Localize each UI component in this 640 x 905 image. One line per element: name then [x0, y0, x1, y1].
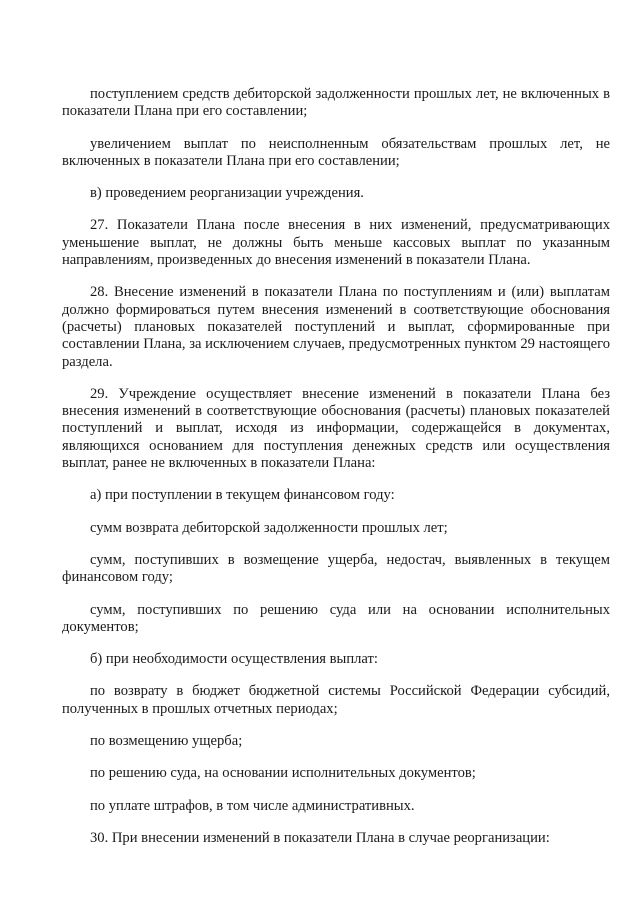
paragraph-court-decision-receipts: сумм, поступивших по решению суда или на основании исполнительных документов;: [62, 601, 610, 635]
paragraph-receipt-receivables: поступлением средств дебиторской задолженности прошлых лет, не включенных в показатели Плана при его составлении;: [62, 86, 610, 120]
document-page: [62, 86, 610, 862]
paragraph-item-30: 30. При внесении изменений в показатели Плана в случае реорганизации:: [90, 829, 550, 846]
paragraph-damage-compensation: сумм, поступивших в возмещение ущерба, недостач, выявленных в текущем финансовом году;: [62, 551, 610, 586]
paragraph-item-28: 28. Внесение изменений в показатели Плана по поступлениям и (или) выплатам должно формироваться путем внесения изменений в соответствующие обоснования (расчеты) плановых показателей поступлений и выплат, сформированные при составлении Плана, за исключением случаев, предусмотренных пунктом 29 настоящего раздела.: [62, 284, 610, 370]
paragraph-payments-needed: б) при необходимости осуществления выплат:: [90, 651, 378, 668]
paragraph-item-29: 29. Учреждение осуществляет внесение изменений в показатели Плана без внесения изменений в соответствующие обоснования (расчеты) плановых показателей поступлений и выплат, исходя из информации, содержащейся в документах, являющихся основанием для поступления денежных средств или осуществления выплат, ранее не включенных в показатели Плана:: [62, 385, 610, 472]
paragraph-receipts-current-year: а) при поступлении в текущем финансовом году:: [90, 487, 395, 504]
paragraph-return-subsidies: по возврату в бюджет бюджетной системы Российской Федерации субсидий, полученных в прошлых отчетных периодах;: [62, 683, 610, 717]
paragraph-increase-payments: увеличением выплат по неисполненным обязательствам прошлых лет, не включенных в показатели Плана при его составлении;: [62, 135, 610, 169]
paragraph-fines: по уплате штрафов, в том числе административных.: [90, 797, 415, 814]
paragraph-item-27: 27. Показатели Плана после внесения в них изменений, предусматривающих уменьшение выплат, не должны быть меньше кассовых выплат по указанным направлениям, произведенных до внесения изменений в показатели Плана.: [62, 217, 610, 269]
paragraph-court-decision-payment: по решению суда, на основании исполнительных документов;: [90, 765, 476, 782]
paragraph-return-receivables: сумм возврата дебиторской задолженности прошлых лет;: [90, 519, 448, 536]
paragraph-reorganization: в) проведением реорганизации учреждения.: [90, 185, 364, 202]
paragraph-damage-payment: по возмещению ущерба;: [90, 733, 243, 750]
